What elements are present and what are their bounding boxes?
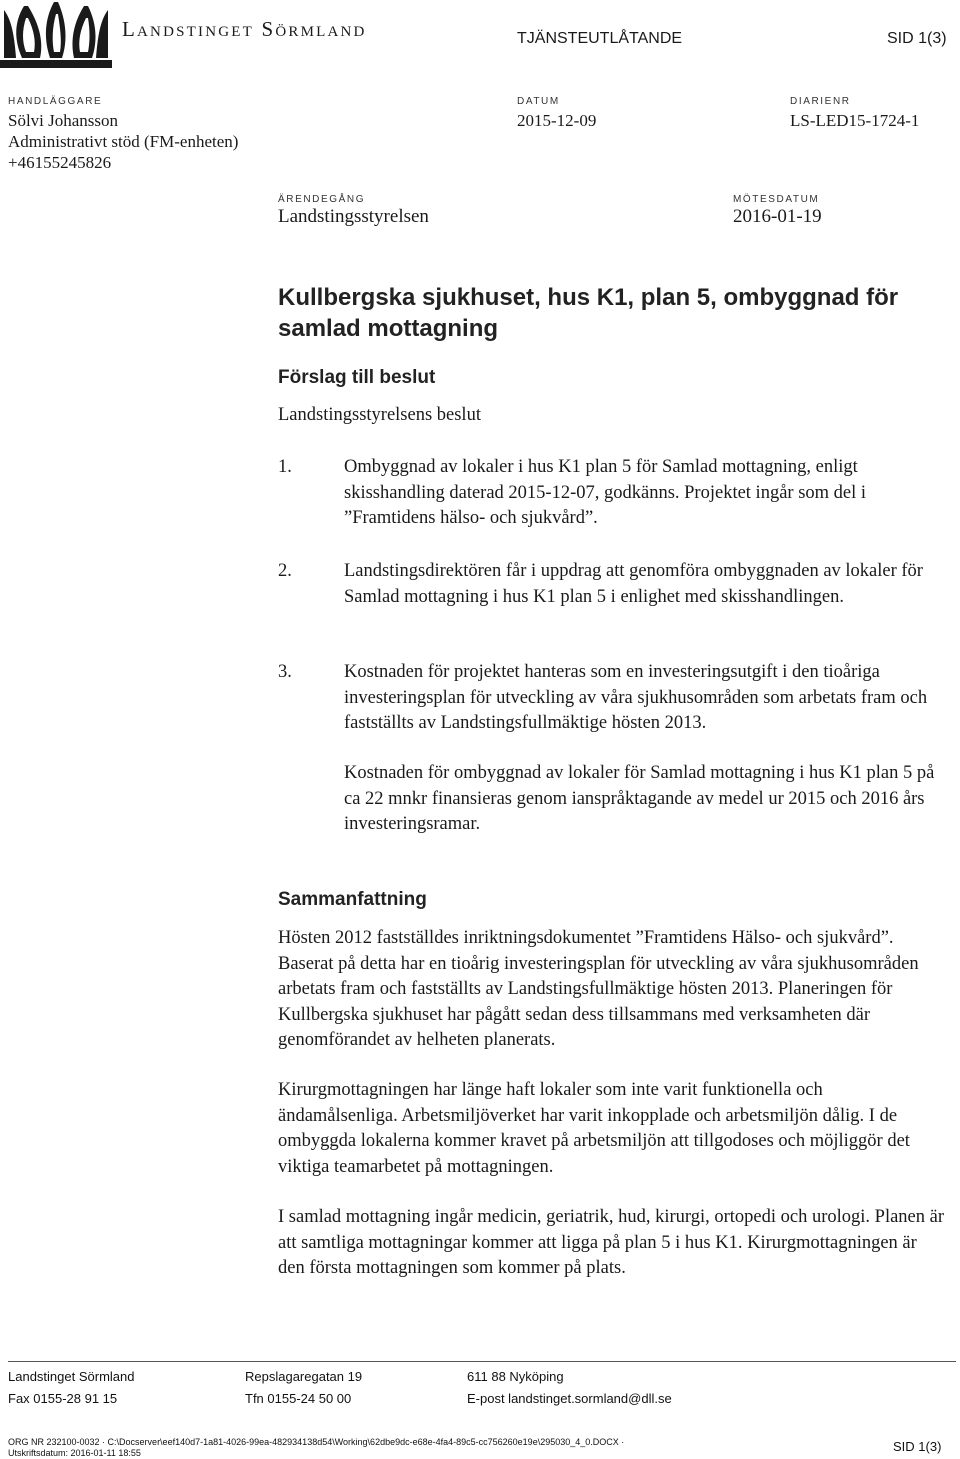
- org-name: Landstinget Sörmland: [122, 17, 367, 41]
- handlaggare-name: Sölvi Johansson: [8, 111, 119, 130]
- motesdatum-label: MÖTESDATUM: [733, 194, 820, 205]
- handlaggare-phone: +46155245826: [8, 153, 112, 172]
- crown-logo-icon: [0, 0, 112, 70]
- arendegang-value: Landstingsstyrelsen: [278, 206, 429, 227]
- summary-heading: Sammanfattning: [278, 889, 427, 910]
- doc-type: TJÄNSTEUTLÅTANDE: [517, 30, 683, 47]
- item-text: Landstingsdirektören får i uppdrag att genomföra ombyggnaden av lokaler för Samlad mottagning i hus K1 plan 5 i enlighet med skisshandlingen.: [344, 561, 923, 607]
- item-text: Ombyggnad av lokaler i hus K1 plan 5 för Samlad mottagning, enligt skisshandling daterad 2015-12-07, godkänns. Projektet ingår som del i ”Framtidens hälso- och sjukvård”.: [344, 457, 867, 528]
- item-number: 2.: [278, 561, 292, 581]
- proposal-subheading: Landstingsstyrelsens beslut: [278, 405, 481, 425]
- footer-street: Repslagaregatan 19: [245, 1369, 363, 1384]
- motesdatum-value: 2016-01-19: [733, 206, 822, 227]
- summary-paragraph: Hösten 2012 fastställdes inriktningsdokumentet ”Framtidens Hälso- och sjukvård”. Baserat på detta har en tioårig investeringsplan för utveckling av våra sjukhusområden arbetats fram och fastställts av Landstingsfullmäktige hösten 2013. Planeringen för Kullbergska sjukhuset har pågått sedan dess tillsammans med verksamheten där genomförandet av helheten planerats.: [278, 928, 919, 1050]
- arendegang-label: ÄRENDEGÅNG: [278, 194, 366, 205]
- handlaggare-unit: Administrativt stöd (FM-enheten): [8, 132, 239, 151]
- footer-city: 611 88 Nyköping: [467, 1369, 564, 1384]
- datum-value: 2015-12-09: [517, 111, 597, 130]
- footer-phone: Tfn 0155-24 50 00: [245, 1391, 352, 1406]
- footer-fax: Fax 0155-28 91 15: [8, 1391, 118, 1406]
- proposal-item-1: [278, 455, 950, 532]
- proposal-heading: Förslag till beslut: [278, 367, 436, 388]
- footer-email: E-post landstinget.sormland@dll.se: [467, 1391, 672, 1406]
- footer-orgnr-path: ORG NR 232100-0032 · C:\Docserver\eef140d7-1a81-4026-99ea-482934138d54\Working\62dbe9dc-e68e-4fa4-89c5-cc756260e19e\295030_4_0.DOCX ·: [8, 1437, 625, 1447]
- proposal-item-2: [278, 559, 950, 610]
- diarienr-value: LS-LED15-1724-1: [790, 111, 920, 130]
- summary-paragraph: Kirurgmottagningen har länge haft lokaler som inte varit funktionella och ändamålsenliga. Arbetsmiljöverket har varit inkopplade och arbetsmiljön dålig. I de ombyggda lokalerna kommer kravet på arbetsmiljön att tillgodoses och möjliggör det viktiga teamarbetet på mottagningen.: [278, 1080, 910, 1177]
- handlaggare-label: HANDLÄGGARE: [8, 96, 103, 107]
- title-line-2: samlad mottagning: [278, 315, 499, 342]
- datum-label: DATUM: [517, 96, 560, 107]
- page-indicator: SID 1(3): [887, 30, 947, 47]
- summary-paragraph: I samlad mottagning ingår medicin, geriatrik, hud, kirurgi, ortopedi och urologi. Planen är att samtliga mottagningar kommer att ligga på plan 5 i hus K1. Kirurgmottagningen är den första mottagningen som kommer på plats.: [278, 1207, 945, 1278]
- footer-org: Landstinget Sörmland: [8, 1369, 135, 1384]
- footer-divider: [8, 1361, 956, 1362]
- footer-print-date: Utskriftsdatum: 2016-01-11 18:55: [8, 1448, 141, 1458]
- document-title: [278, 282, 958, 344]
- footer-page: SID 1(3): [893, 1439, 942, 1454]
- item-text: Kostnaden för projektet hanteras som en investeringsutgift i den tioåriga investeringsplan för utveckling av våra sjukhusområden som arbetats fram och fastställts av Landstingsfullmäktige hösten 2013.: [344, 662, 928, 733]
- item-number: 1.: [278, 457, 292, 477]
- title-line-1: Kullbergska sjukhuset, hus K1, plan 5, ombyggnad för: [278, 284, 899, 311]
- logo: [0, 0, 112, 70]
- diarienr-label: DIARIENR: [790, 96, 851, 107]
- item-number: 3.: [278, 662, 292, 682]
- proposal-item-3: [278, 660, 950, 737]
- proposal-item-3-extra: Kostnaden för ombyggnad av lokaler för Samlad mottagning i hus K1 plan 5 på ca 22 mnkr finansieras genom ianspråktagande av medel ur 2015 och 2016 års investeringsramar.: [344, 763, 935, 834]
